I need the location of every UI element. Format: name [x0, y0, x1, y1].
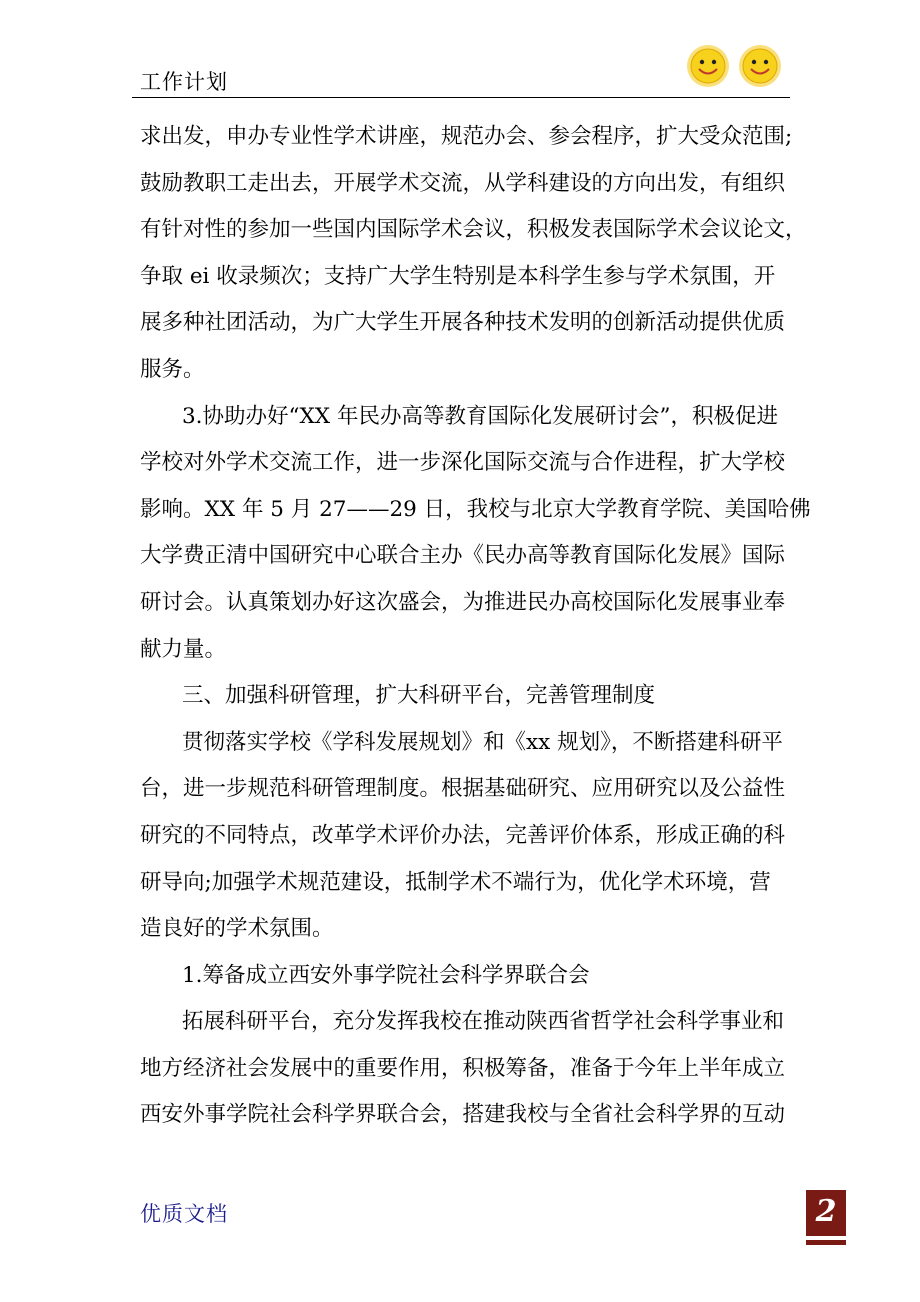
- text-line: 求出发，申办专业性学术讲座，规范办会、参会程序，扩大受众范围;: [140, 124, 793, 149]
- page-number-underline: [806, 1240, 846, 1245]
- page-number-badge: 2: [806, 1190, 846, 1236]
- text-line: 拓展科研平台，充分发挥我校在推动陕西省哲学社会科学事业和: [182, 1009, 785, 1035]
- text-line: 研究的不同特点，改革学术评价办法，完善评价体系，形成正确的科: [140, 822, 786, 848]
- section-heading: 三、加强科研管理，扩大科研平台，完善管理制度: [182, 683, 656, 709]
- text-line: 学校对外学术交流工作，进一步深化国际交流与合作进程，扩大学校: [140, 450, 786, 476]
- text-line: 研讨会。认真策划办好这次盛会，为推进民办高校国际化发展事业奉: [140, 589, 786, 615]
- text-line: 有针对性的参加一些国内国际学术会议，积极发表国际学术会议论文，: [140, 217, 807, 243]
- text-line: 争取 ei 收录频次；支持广大学生特别是本科学生参与学术氛围，开: [140, 263, 776, 289]
- smiley-decoration: [686, 42, 786, 90]
- header-divider: [132, 97, 790, 98]
- smiley-icon: [739, 45, 781, 87]
- text-line: 台，进一步规范科研管理制度。根据基础研究、应用研究以及公益性: [140, 776, 786, 802]
- header-title: 工作计划: [140, 70, 228, 94]
- footer-title: 优质文档: [140, 1202, 228, 1226]
- text-line: 影响。XX 年 5 月 27——29 日，我校与北京大学教育学院、美国哈佛: [140, 496, 811, 522]
- smiley-icon: [687, 45, 729, 87]
- text-line: 西安外事学院社会科学界联合会，搭建我校与全省社会科学界的互动: [140, 1102, 786, 1128]
- text-line: 鼓励教职工走出去，开展学术交流，从学科建设的方向出发，有组织: [140, 170, 786, 196]
- subsection-heading: 1.筹备成立西安外事学院社会科学界联合会: [182, 962, 590, 988]
- text-line: 研导向;加强学术规范建设，抵制学术不端行为，优化学术环境，营: [140, 869, 771, 895]
- text-line: 献力量。: [140, 636, 227, 662]
- text-line: 造良好的学术氛围。: [140, 916, 334, 942]
- text-line: 展多种社团活动，为广大学生开展各种技术发明的创新活动提供优质: [140, 310, 786, 336]
- text-line: 大学费正清中国研究中心联合主办《民办高等教育国际化发展》国际: [140, 543, 786, 569]
- document-body: [140, 114, 811, 1139]
- text-line: 3.协助办好“XX 年民办高等教育国际化发展研讨会”，积极促进: [182, 403, 778, 429]
- text-line: 贯彻落实学校《学科发展规划》和《xx 规划》，不断搭建科研平: [182, 729, 783, 755]
- text-line: 服务。: [140, 356, 205, 382]
- text-line: 地方经济社会发展中的重要作用，积极筹备，准备于今年上半年成立: [140, 1055, 786, 1081]
